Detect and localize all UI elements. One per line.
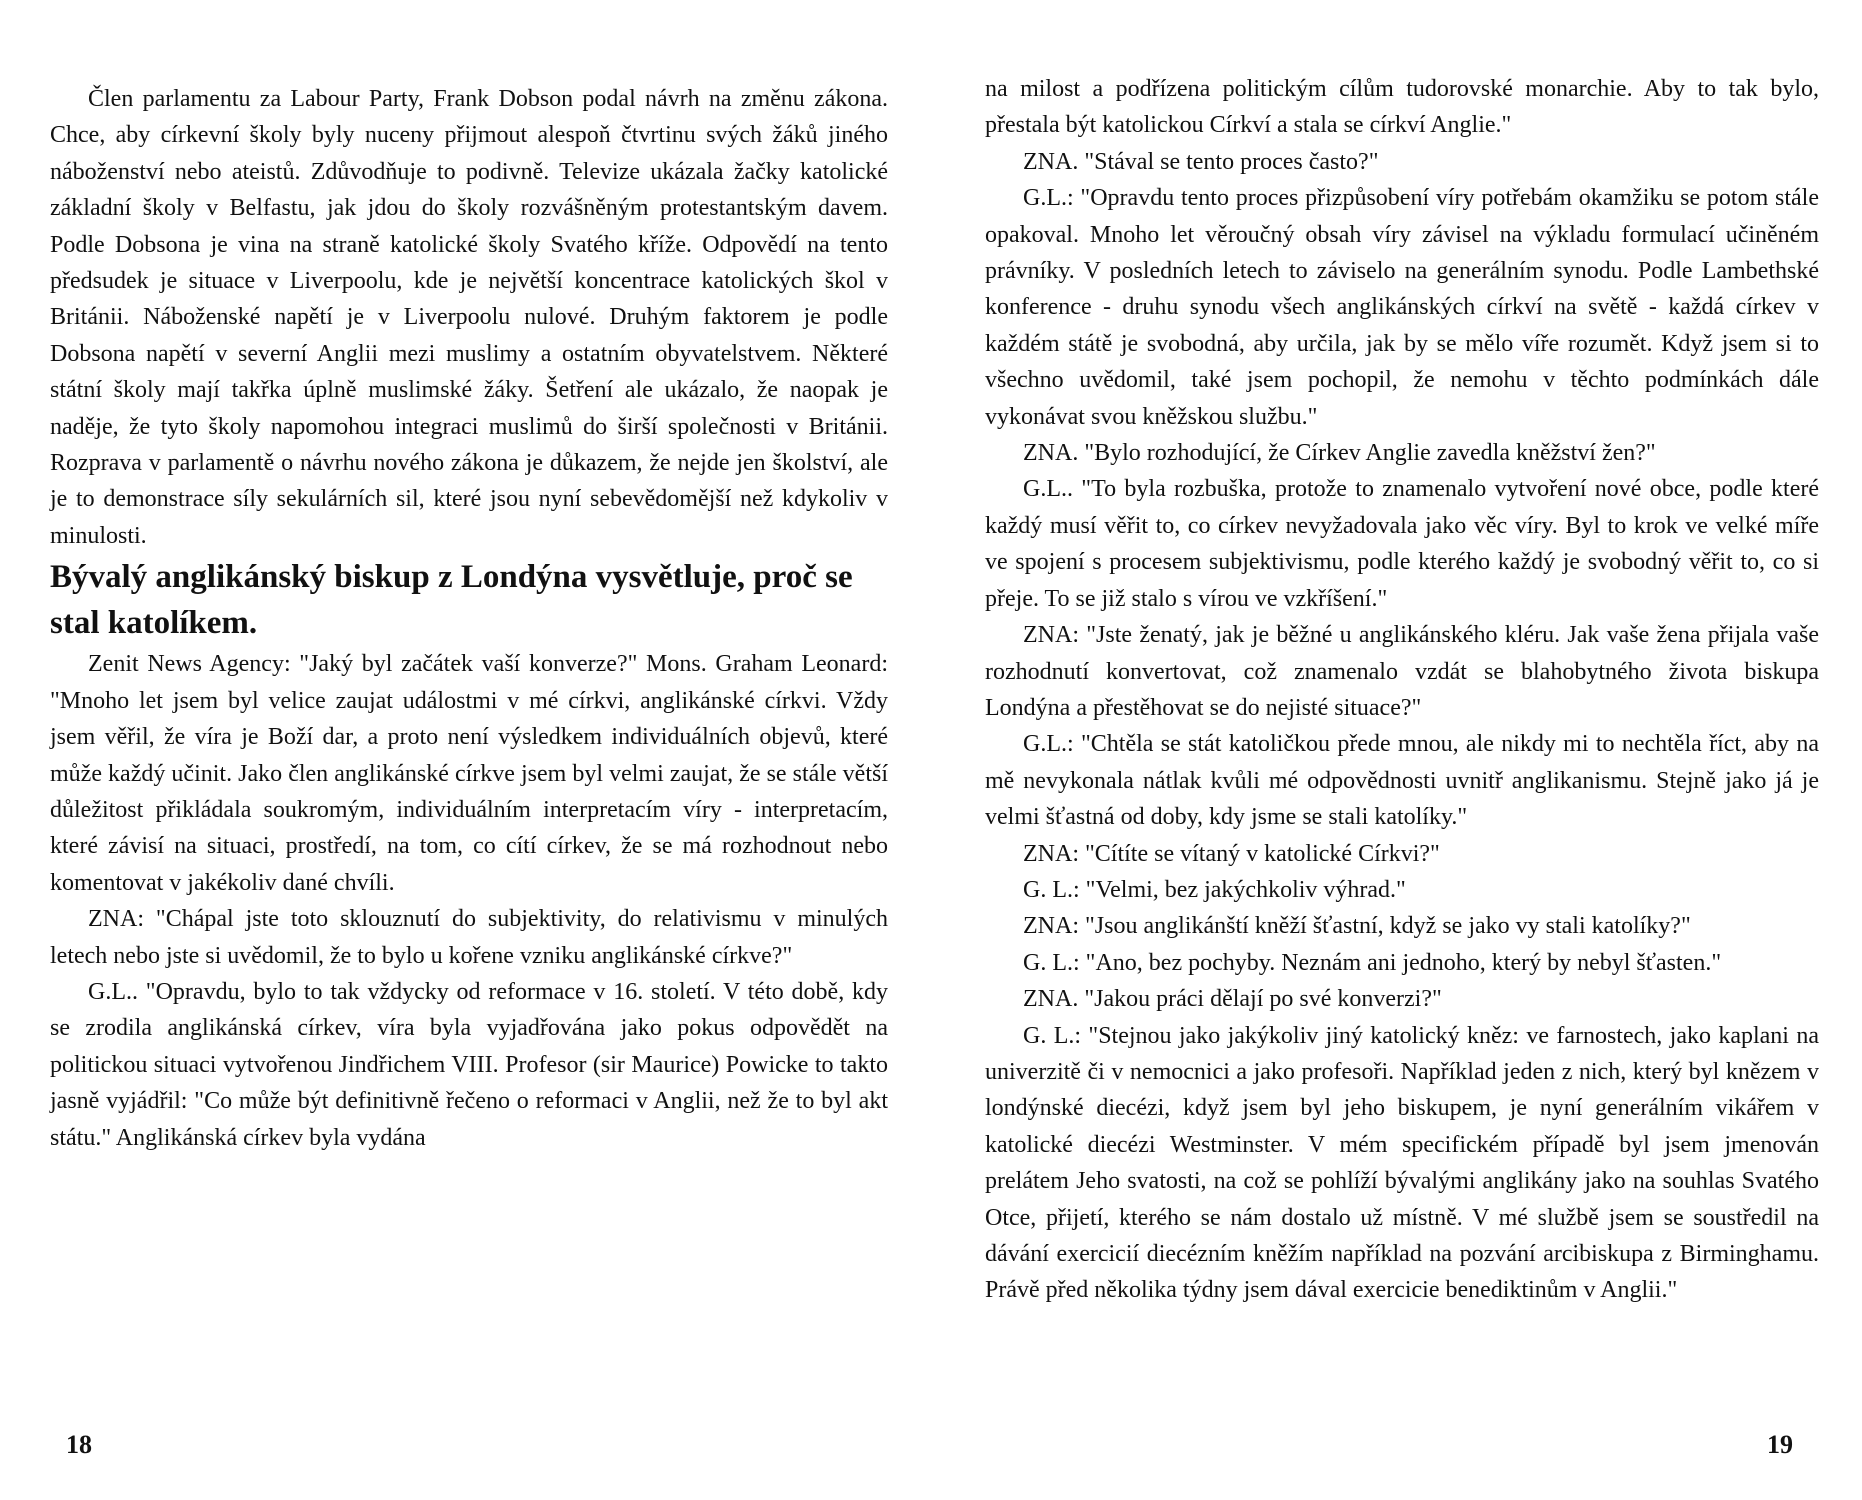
paragraph-gl-answer-reformation: G.L.. "Opravdu, bylo to tak vždycky od reformace v 16. století. V této době, kdy se zrodila anglikánská církev, víra byla vyjadřována jako pokus odpovědět na politickou situaci vytvořenou Jindřichem VIII. Profesor (sir Maurice) Powicke to takto jasně vyjádřil: "Co může být definitivně řečeno o reformaci v Anglii, než že to byl akt státu." Anglikánská církev byla vydána — [50, 978, 888, 1151]
right-page — [931, 0, 1862, 1500]
paragraph-gl-answer-work: G. L.: "Stejnou jako jakýkoliv jiný katolický kněz: ve farnostech, jako kaplani na univerzitě či v nemocnici a jako profesoři. Například jeden z nich, který byl knězem v londýnské diecézi, když jsem byl jeho biskupem, je nyní generálním vikářem v katolické diecézi Westminster. V mém specifickém případě byl jsem jmenován prelátem Jeho svatosti, na což se pohlíží bývalými anglikány jako na souhlas Svatého Otce, přijetí, kterého se nám dostalo už místně. V mé službě jsem se soustředil na dávání exercicií diecézním kněžím například na pozvání arcibiskupa z Birminghamu. Právě před několika týdny jsem dával exercicie benediktinům v Anglii." — [985, 1022, 1819, 1304]
page-number-right: 19 — [1767, 1430, 1793, 1459]
paragraph-zna-question-women-priests: ZNA. "Bylo rozhodující, že Církev Anglie zavedla kněžství žen?" — [1023, 440, 1656, 467]
left-page-text-column — [50, 81, 888, 1156]
paragraph-zna-question-process: ZNA. "Stával se tento proces často?" — [1023, 148, 1379, 175]
page-number-left: 18 — [66, 1430, 92, 1459]
paragraph-zna-question-wife: ZNA: "Jste ženatý, jak je běžné u anglikánského kléru. Jak vaše žena přijala vaše rozhodnutí konvertovat, což znamenalo vzdát se blahobytného života biskupa Londýna a přestěhovat se do nejisté situace?" — [985, 622, 1819, 721]
paragraph-gl-answer-process: G.L.: "Opravdu tento proces přizpůsobení víry potřebám okamžiku se potom stále opakoval. Mnoho let věroučný obsah víry závisel na výkladu formulací učiněném právníky. V posledních letech to záviselo na generálním synodu. Podle Lambethské konference - druhu synodu všech anglikánských církví na světě - každá církev v každém státě je svobodná, aby určila, jak by se mělo víře rozumět. Když jsem si to všechno uvědomil, také jsem pochopil, že nemohu v těchto podmínkách dále vykonávat svou kněžskou službu." — [985, 185, 1819, 430]
right-page-text-column — [985, 71, 1819, 1309]
paragraph-zna-question-work: ZNA. "Jakou práci dělají po své konverzi?" — [1023, 986, 1442, 1013]
paragraph-continuation: na milost a podřízena politickým cílům tudorovské monarchie. Aby to tak bylo, přestala být katolickou Církví a stala se církví Anglie." — [985, 76, 1819, 139]
paragraph-school-law: Člen parlamentu za Labour Party, Frank Dobson podal návrh na změnu zákona. Chce, aby církevní školy byly nuceny přijmout alespoň čtvrtinu svých žáků jiného náboženství nebo ateistů. Zdůvodňuje to podivně. Televize ukázala žačky katolické základní školy v Belfastu, jak jdou do školy rozvášněným protestantským davem. Podle Dobsona je vina na straně katolické školy Svatého kříže. Odpovědí na tento předsudek je situace v Liverpoolu, kde je největší koncentrace katolických škol v Británii. Náboženské napětí je v Liverpoolu nulové. Druhým faktorem je podle Dobsona napětí v severní Anglii mezi muslimy a ostatním obyvatelstvem. Některé státní školy mají takřka úplně muslimské žáky. Šetření ale ukázalo, že naopak je naděje, že tyto školy napomohou integraci muslimů do širší společnosti v Británii. Rozprava v parlamentě o návrhu nového zákona je důkazem, že nejde jen školství, ale je to demonstrace síly sekulárních sil, které jsou nyní sebevědomější než kdykoliv v minulosti. — [50, 86, 888, 549]
article-heading: Bývalý anglikánský biskup z Londýna vysvětluje, proč se stal katolíkem. — [50, 559, 853, 642]
paragraph-zna-question-welcome: ZNA: "Cítíte se vítaný v katolické Církvi?" — [1023, 840, 1440, 867]
paragraph-zna-question-happy: ZNA: "Jsou anglikánští kněží šťastní, když se jako vy stali katolíky?" — [1023, 913, 1691, 940]
paragraph-gl-answer-women-priests: G.L.. "To byla rozbuška, protože to znamenalo vytvoření nové obce, podle které každý musí věřit to, co církev nevyžadovala jako věc víry. Byl to krok ve velké míře ve spojení s procesem subjektivismu, podle kterého každý je svobodný věřit to, co si přeje. To se již stalo s vírou ve vzkříšení." — [985, 476, 1819, 612]
paragraph-gl-answer-wife: G.L.: "Chtěla se stát katoličkou přede mnou, ale nikdy mi to nechtěla říct, aby na mě nevykonala nátlak kvůli mé odpovědnosti uvnitř anglikanismu. Stejně jako já je velmi šťastná od doby, kdy jsme se stali katolíky." — [985, 731, 1819, 831]
paragraph-gl-answer-welcome: G. L.: "Velmi, bez jakýchkoliv výhrad." — [1023, 876, 1406, 903]
paragraph-gl-answer-happy: G. L.: "Ano, bez pochyby. Neznám ani jednoho, který by nebyl šťasten." — [1023, 949, 1722, 976]
paragraph-zna-question-subjectivity: ZNA: "Chápal jste toto sklouznutí do subjektivity, do relativismu v minulých letech nebo jste si uvědomil, že to bylo u kořene vzniku anglikánské církve?" — [50, 906, 888, 969]
paragraph-interview-opening: Zenit News Agency: "Jaký byl začátek vaší konverze?" Mons. Graham Leonard: "Mnoho let jsem byl velice zaujat událostmi v mé církvi, anglikánské církvi. Vždy jsem věřil, že víra je Boží dar, a proto není výsledkem individuálních objevů, které může každý učinit. Jako člen anglikánské církve jsem byl velmi zaujat, že se stále větší důležitost přikládala soukromým, individuálním interpretacím víry - interpretacím, které závisí na situaci, prostředí, na tom, co cítí církev, že se má rozhodnout nebo komentovat v jakékoliv dané chvíli. — [50, 651, 888, 896]
